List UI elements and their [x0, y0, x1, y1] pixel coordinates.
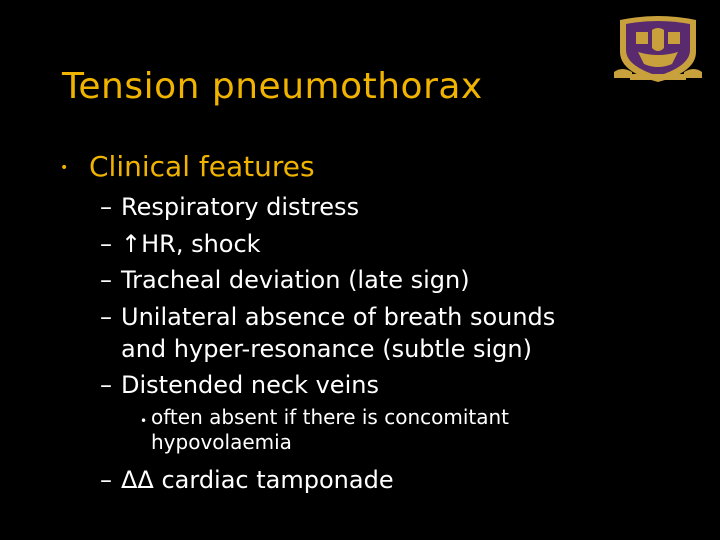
item-text: and hyper-resonance (subtle sign) [121, 335, 532, 363]
item-text: Unilateral absence of breath sounds [121, 303, 556, 331]
dash-icon: – [100, 466, 112, 494]
item-text: Respiratory distress [121, 193, 360, 221]
item-text: ΔΔ cardiac tamponade [121, 466, 394, 494]
university-crest-icon [612, 14, 704, 86]
dash-icon: – [100, 193, 112, 221]
slide-title: Tension pneumothorax [62, 66, 483, 107]
sub-item-text: often absent if there is concomitant [151, 405, 510, 429]
dash-icon: – [100, 266, 112, 294]
dash-icon: – [100, 303, 112, 331]
heading-text: Clinical features [89, 150, 315, 183]
item-text-group [121, 229, 261, 259]
bullet-icon: • [60, 160, 69, 176]
item-text: Tracheal deviation (late sign) [121, 266, 470, 294]
bullet-icon: • [140, 414, 148, 428]
up-arrow-icon: ↑ [121, 230, 142, 258]
sub-item-text: hypovolaemia [151, 430, 292, 454]
item-text: HR, shock [141, 230, 261, 258]
dash-icon: – [100, 230, 112, 258]
dash-icon: – [100, 371, 112, 399]
item-text: Distended neck veins [121, 371, 379, 399]
